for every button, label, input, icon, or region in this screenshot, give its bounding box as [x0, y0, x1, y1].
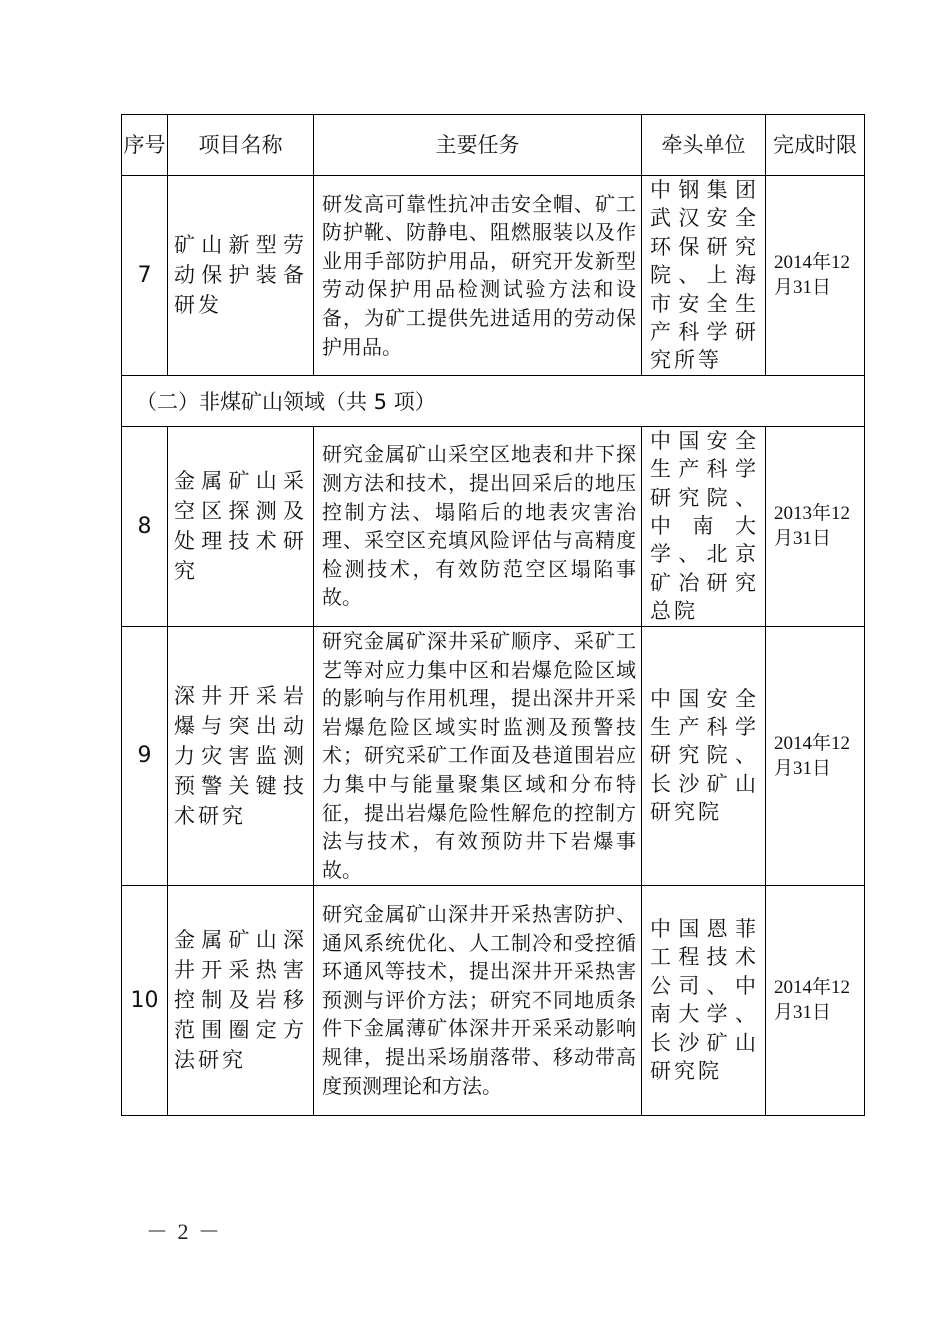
table-row	[122, 626, 865, 885]
project-name: 矿山新型劳动保护装备研发	[168, 176, 314, 376]
lead-unit: 中国安全生产科学研究院、中南大学、北京矿冶研究总院	[642, 426, 766, 626]
project-table	[121, 114, 865, 1116]
main-task: 研发高可靠性抗冲击安全帽、矿工防护靴、防静电、阻燃服装以及作业用手部防护用品，研究开发新型劳动保护用品检测试验方法和设备，为矿工提供先进适用的劳动保护用品。	[314, 176, 642, 376]
main-task: 研究金属矿深井采矿顺序、采矿工艺等对应力集中区和岩爆危险区域的影响与作用机理，提出深井开采岩爆危险区域实时监测及预警技术；研究采矿工作面及巷道围岩应力集中与能量聚集区域和分布特征，提出岩爆危险性解危的控制方法与技术，有效预防井下岩爆事故。	[314, 626, 642, 885]
header-deadline: 完成时限	[766, 115, 865, 176]
deadline: 2013年12月31日	[766, 426, 865, 626]
table-header-row	[122, 115, 865, 176]
main-task: 研究金属矿山采空区地表和井下探测方法和技术，提出回采后的地压控制方法、塌陷后的地表灾害治理、采空区充填风险评估与高精度检测技术，有效防范空区塌陷事故。	[314, 426, 642, 626]
table-row	[122, 426, 865, 626]
table-row	[122, 176, 865, 376]
lead-unit: 中国安全生产科学研究院、长沙矿山研究院	[642, 626, 766, 885]
deadline: 2014年12月31日	[766, 626, 865, 885]
project-name: 深井开采岩爆与突出动力灾害监测预警关键技术研究	[168, 626, 314, 885]
row-number: 10	[122, 885, 168, 1115]
section-row	[122, 375, 865, 426]
section-title: （二）非煤矿山领域（共 5 项）	[122, 375, 865, 426]
table-row	[122, 885, 865, 1115]
main-task: 研究金属矿山深井开采热害防护、通风系统优化、人工制冷和受控循环通风等技术，提出深井开采热害预测与评价方法；研究不同地质条件下金属薄矿体深井开采采动影响规律，提出采场崩落带、移动带高度预测理论和方法。	[314, 885, 642, 1115]
page-number: － 2 －	[146, 1219, 223, 1244]
header-seq: 序号	[122, 115, 168, 176]
lead-unit: 中国恩菲工程技术公司、中南大学、长沙矿山研究院	[642, 885, 766, 1115]
row-number: 9	[122, 626, 168, 885]
project-name: 金属矿山采空区探测及处理技术研究	[168, 426, 314, 626]
row-number: 7	[122, 176, 168, 376]
header-unit: 牵头单位	[642, 115, 766, 176]
project-name: 金属矿山深井开采热害控制及岩移范围圈定方法研究	[168, 885, 314, 1115]
deadline: 2014年12月31日	[766, 176, 865, 376]
header-task: 主要任务	[314, 115, 642, 176]
deadline: 2014年12月31日	[766, 885, 865, 1115]
lead-unit: 中钢集团武汉安全环保研究院、上海市安全生产科学研究所等	[642, 176, 766, 376]
header-name: 项目名称	[168, 115, 314, 176]
row-number: 8	[122, 426, 168, 626]
